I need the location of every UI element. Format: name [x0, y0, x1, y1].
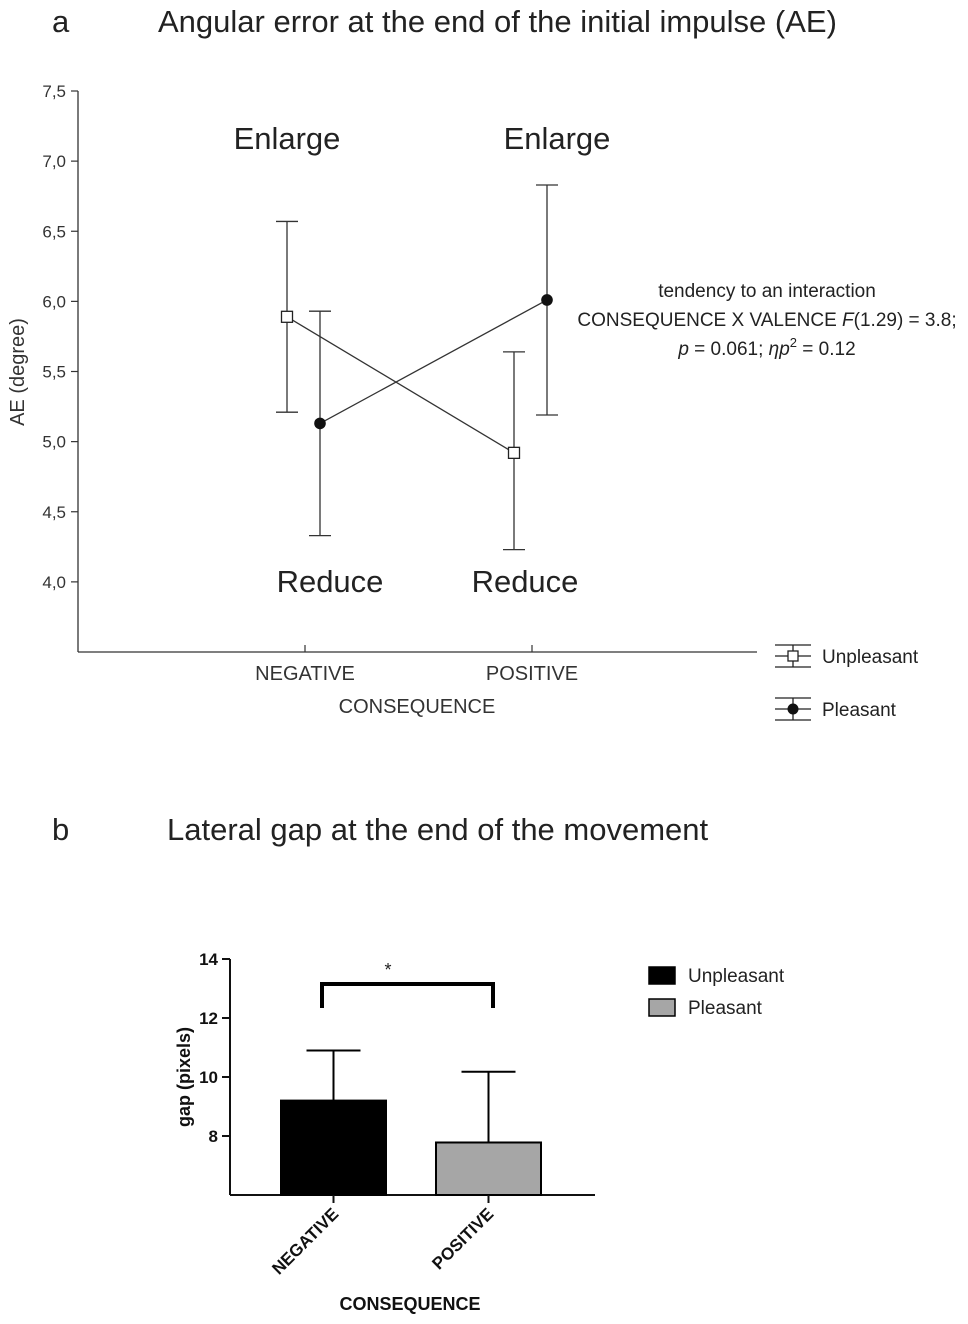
legend-b-unpleasant-label: Unpleasant [688, 966, 785, 987]
y-tick-label: 12 [199, 1009, 218, 1028]
x-tick-label: POSITIVE [485, 663, 579, 685]
panel-b-letter: b [52, 812, 70, 847]
panel-a-plot [276, 185, 558, 550]
point-unpleasant [282, 311, 293, 322]
annotation-reduce-right: Reduce [471, 564, 579, 599]
stat-line-3: p = 0.061; $\eta p^2 = 0.12$ [678, 335, 856, 360]
point-pleasant [314, 418, 326, 430]
legend-b-pleasant-swatch [649, 999, 675, 1016]
panel-b-y-axis-label: gap (pixels) [174, 1026, 194, 1128]
bar-pleasant [436, 1142, 541, 1195]
panel-b-title: Lateral gap at the end of the movement [167, 812, 709, 847]
panel-a-x-ticks [255, 645, 578, 685]
panel-a-x-axis-label: CONSEQUENCE [338, 696, 496, 718]
annotation-reduce-left: Reduce [276, 564, 384, 599]
panel-a [7, 4, 957, 721]
annotation-enlarge-right: Enlarge [503, 121, 611, 156]
y-tick-label: 7,0 [42, 152, 66, 172]
point-pleasant [541, 294, 553, 306]
panel-b-legend [649, 966, 785, 1019]
y-tick-label: 8 [208, 1127, 218, 1146]
panel-a-legend [775, 645, 919, 721]
legend-b-pleasant-label: Pleasant [688, 998, 762, 1019]
panel-b [52, 812, 785, 1314]
point-unpleasant [509, 447, 520, 458]
panel-a-letter: a [52, 4, 70, 39]
y-tick-label: 6,0 [42, 292, 66, 312]
legend-unpleasant-label: Unpleasant [822, 647, 919, 668]
y-tick-label: 4,0 [42, 572, 66, 592]
y-tick-label: 10 [199, 1068, 218, 1087]
legend-b-unpleasant-swatch [649, 967, 675, 984]
panel-a-y-axis-label: AE (degree) [7, 318, 29, 426]
y-tick-label: 4,5 [42, 502, 66, 522]
bar-unpleasant [281, 1101, 386, 1195]
y-tick-label: 7,5 [42, 82, 66, 101]
legend-pleasant-symbol [775, 698, 811, 720]
panel-b-plot [281, 1050, 541, 1195]
y-tick-label: 5,5 [42, 362, 66, 382]
annotation-enlarge-left: Enlarge [233, 121, 341, 156]
stat-line-2: CONSEQUENCE X VALENCE F(1.29) = 3.8; [577, 310, 957, 331]
panel-b-y-ticks [199, 950, 230, 1146]
y-tick-label: 5,0 [42, 432, 66, 452]
x-tick-label: NEGATIVE [268, 1204, 343, 1279]
legend-pleasant-label: Pleasant [822, 700, 896, 721]
panel-b-x-axis-label: CONSEQUENCE [339, 1294, 481, 1314]
legend-unpleasant-symbol [775, 645, 811, 667]
panel-a-y-ticks [42, 82, 78, 592]
x-tick-label: NEGATIVE [255, 663, 355, 685]
panel-b-x-ticks [268, 1195, 497, 1278]
stat-line-1: tendency to an interaction [658, 281, 876, 302]
significance-bracket [322, 984, 493, 1008]
x-tick-label: POSITIVE [428, 1204, 498, 1274]
panel-a-title: Angular error at the end of the initial impulse (AE) [158, 4, 837, 39]
significance-marker: * [384, 960, 392, 980]
y-tick-label: 14 [199, 950, 218, 969]
series-line-unpleasant [287, 317, 514, 453]
y-tick-label: 6,5 [42, 222, 66, 242]
